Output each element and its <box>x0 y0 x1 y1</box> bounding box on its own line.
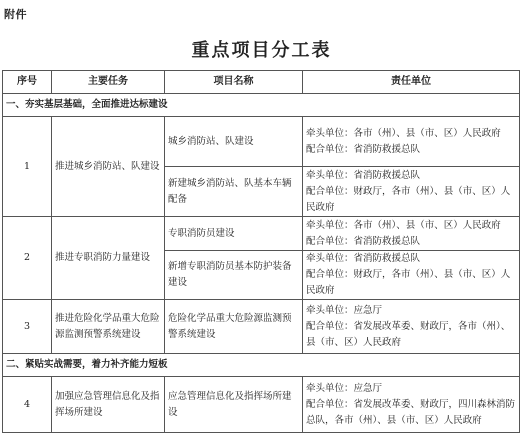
task-cell: 推进危险化学品重大危险源监测预警系统建设 <box>52 300 165 354</box>
support-unit: 配合单位：省消防救援总队 <box>306 235 421 247</box>
column-header-project: 项目名称 <box>165 71 303 94</box>
table-row <box>3 300 520 354</box>
support-unit: 配合单位：省发展改革委、财政厅，各市（州）、县（市、区）人民政府 <box>306 320 511 348</box>
row-number: 2 <box>3 217 52 300</box>
responsible-unit-cell <box>303 251 520 300</box>
table-header-row <box>3 71 520 94</box>
work-division-table <box>2 70 520 433</box>
project-name-cell: 应急管理信息化及指挥场所建设 <box>165 377 303 433</box>
table-row <box>3 117 520 167</box>
support-unit: 配合单位：财政厅，各市（州）、县（市、区）人民政府 <box>306 269 511 296</box>
task-cell: 推进专职消防力量建设 <box>52 217 165 300</box>
table-row <box>3 377 520 433</box>
responsible-unit-cell <box>303 167 520 217</box>
project-name-cell: 专职消防员建设 <box>165 217 303 251</box>
project-name-cell: 城乡消防站、队建设 <box>165 117 303 167</box>
lead-unit: 牵头单位：应急厅 <box>306 382 383 394</box>
task-cell: 加强应急管理信息化及指挥场所建设 <box>52 377 165 433</box>
project-name-cell: 新增专职消防员基本防护装备建设 <box>165 251 303 300</box>
row-number: 4 <box>3 377 52 433</box>
project-name-cell: 危险化学品重大危险源监测预警系统建设 <box>165 300 303 354</box>
responsible-unit-cell <box>303 217 520 251</box>
attachment-label: 附件 <box>4 8 27 21</box>
column-header-number: 序号 <box>3 71 52 94</box>
table-row <box>3 217 520 251</box>
support-unit: 配合单位：省消防救援总队 <box>306 143 421 155</box>
responsible-unit-cell <box>303 300 520 354</box>
section-title: 二、紧贴实战需要，着力补齐能力短板 <box>3 354 520 377</box>
section-title: 一、夯实基层基础，全面推进达标建设 <box>3 94 520 117</box>
support-unit: 配合单位：财政厅，各市（州）、县（市、区）人民政府 <box>306 185 511 213</box>
column-header-task: 主要任务 <box>52 71 165 94</box>
lead-unit: 牵头单位：各市（州）、县（市、区）人民政府 <box>306 127 501 139</box>
document-title: 重点项目分工表 <box>191 40 332 61</box>
column-header-responsible-unit: 责任单位 <box>303 71 520 94</box>
section-row <box>3 354 520 377</box>
support-unit: 配合单位：省发展改革委、财政厅，四川森林消防总队，各市（州）、县（市、区）人民政府 <box>306 398 516 426</box>
project-name-cell: 新建城乡消防站、队基本车辆配备 <box>165 167 303 217</box>
row-number: 3 <box>3 300 52 354</box>
responsible-unit-cell <box>303 377 520 433</box>
lead-unit: 牵头单位：省消防救援总队 <box>306 169 421 181</box>
section-row <box>3 94 520 117</box>
lead-unit: 牵头单位：各市（州）、县（市、区）人民政府 <box>306 219 501 231</box>
responsible-unit-cell <box>303 117 520 167</box>
row-number: 1 <box>3 117 52 217</box>
task-cell: 推进城乡消防站、队建设 <box>52 117 165 217</box>
lead-unit: 牵头单位：应急厅 <box>306 304 383 316</box>
lead-unit: 牵头单位：省消防救援总队 <box>306 253 421 264</box>
